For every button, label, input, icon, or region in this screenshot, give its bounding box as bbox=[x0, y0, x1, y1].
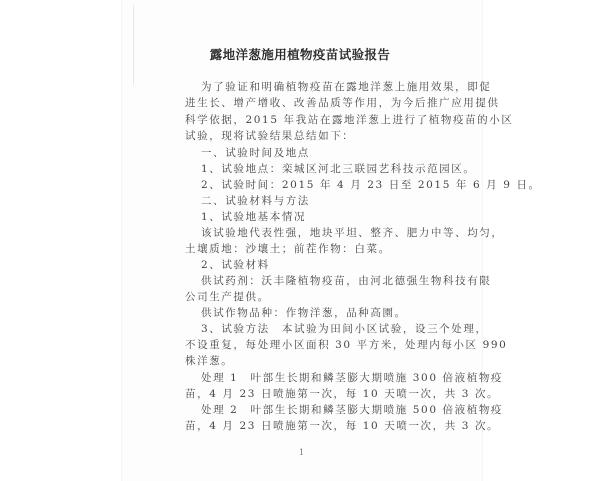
paragraph-line: 进生长、增产增收、改善品质等作用，为今后推广应用提供 bbox=[185, 97, 500, 109]
paragraph-line: 3、试验方法 本试验为田间小区试验，设三个处理， bbox=[201, 323, 488, 335]
paragraph-line: 不设重复，每处理小区面积 30 平方米，处理内每小区 990 bbox=[185, 339, 508, 351]
paragraph-line: 供试作物品种：作物洋葱，品种高園。 bbox=[201, 307, 407, 319]
subsection-heading: 1、试验地基本情况 bbox=[201, 211, 307, 223]
page-number: 1 bbox=[299, 448, 305, 457]
paragraph-line: 科学依据，2015 年我站在露地洋葱上进行了植物疫苗的小区 bbox=[185, 114, 514, 126]
paragraph-line: 苗，4 月 23 日喷施第一次，每 10 天喷一次，共 3 次。 bbox=[185, 420, 500, 432]
section-heading: 一、试验时间及地点 bbox=[201, 147, 310, 159]
paragraph-line: 苗，4 月 23 日喷施第一次，每 10 天喷一次，共 3 次。 bbox=[185, 388, 500, 400]
paragraph-line: 公司生产提供。 bbox=[185, 291, 270, 303]
section-heading: 二、试验材料与方法 bbox=[201, 195, 310, 207]
paragraph-line: 1、试验地点：栾城区河北三联园艺科技示范园区。 bbox=[201, 163, 476, 175]
paragraph-line: 处理 1 叶部生长期和鳞茎膨大期喷施 300 倍液植物疫 bbox=[201, 372, 504, 384]
paragraph-line: 该试验地代表性强，地块平坦、整齐、肥力中等、均匀， bbox=[201, 227, 504, 239]
paragraph-line: 土壤质地：沙壤土；前茬作物：白菜。 bbox=[185, 243, 391, 255]
paragraph-line: 试验，现将试验结果总结如下： bbox=[185, 130, 355, 142]
paragraph-line: 2、试验时间：2015 年 4 月 23 日至 2015 年 6 月 9 日。 bbox=[201, 179, 541, 191]
paragraph-line: 供试药剂：沃丰隆植物疫苗，由河北德强生物科技有限 bbox=[201, 275, 492, 287]
document-title: 露地洋葱施用植物疫苗试验报告 bbox=[209, 47, 391, 62]
paragraph-line: 处理 2 叶部生长期和鳞茎膨大期喷施 500 倍液植物疫 bbox=[201, 404, 504, 416]
subsection-heading: 2、试验材料 bbox=[201, 259, 270, 271]
paragraph-line: 株洋葱。 bbox=[185, 355, 234, 367]
paragraph-line: 为了验证和明确植物疫苗在露地洋葱上施用效果，即促 bbox=[201, 81, 492, 93]
